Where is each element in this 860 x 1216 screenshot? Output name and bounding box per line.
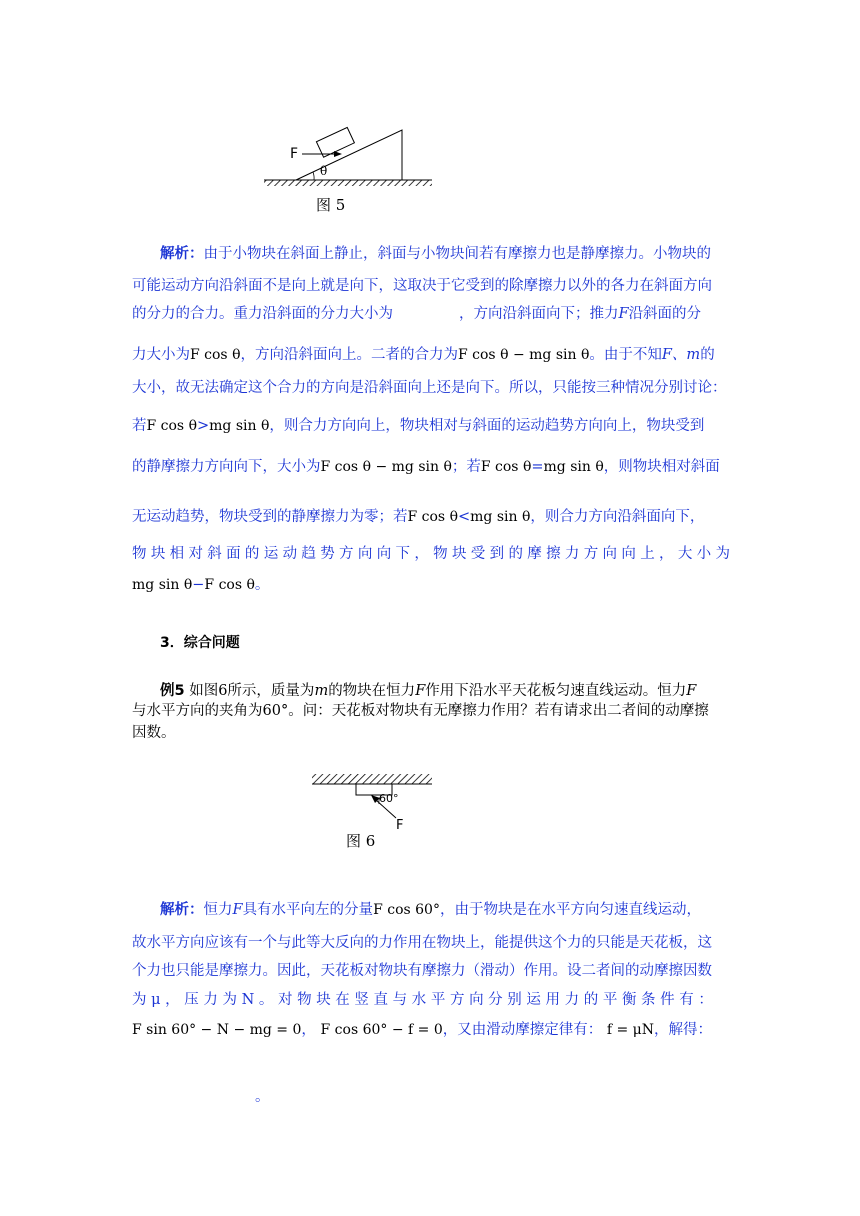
section-heading: 3．综合问题	[160, 635, 240, 651]
fig6-label-F: F	[396, 818, 404, 833]
para1-lead: 解析：	[160, 245, 204, 262]
incline-diagram	[250, 118, 450, 218]
ground-hatch	[264, 180, 432, 186]
example5-line2: 与水平方向的夹角为60°。问：天花板对物块有无摩擦力作用？若有请求出二者间的动摩擦	[132, 703, 709, 719]
force-arrowhead	[334, 151, 342, 157]
para1-line7: 的静摩擦力方向向下，大小为F cos θ − mg sin θ；若F cos θ=mg sin θ，则物块相对斜面	[132, 459, 720, 475]
fig5-label-F: F	[290, 146, 299, 162]
para1-line1: 解析：由于小物块在斜面上静止，斜面与小物块间若有摩擦力也是静摩擦力。小物块的	[160, 245, 711, 262]
math-fcos: F cos θ	[190, 347, 241, 363]
para1-line2: 可能运动方向沿斜面不是向上就是向下，这取决于它受到的除摩擦力以外的各力在斜面方向	[132, 278, 712, 294]
math-diff: F cos θ − mg sin θ	[458, 347, 590, 363]
equation-vertical: F sin 60° − N − mg = 0	[132, 1022, 302, 1038]
figure-6	[300, 768, 450, 853]
para2-line5: F sin 60° − N − mg = 0， F cos 60° − f = 0，又由滑动摩擦定律有： f = μN，解得：	[132, 1022, 713, 1038]
fig5-label-theta: θ	[320, 164, 328, 178]
fig6-angle: 60°	[379, 792, 399, 805]
figure-5	[250, 118, 450, 218]
para2-line1: 解析：恒力F具有水平向左的分量F cos 60°，由于物块是在水平方向匀速直线运动，	[160, 901, 701, 918]
math-fcos60: F cos 60°	[373, 902, 440, 918]
para1-line5: 大小，故无法确定这个合力的方向是沿斜面向上还是向下。所以，只能按三种情况分别讨论：	[132, 380, 727, 396]
equation-friction: f = μN	[606, 1022, 655, 1038]
para2-line4: 为 μ ， 压 力 为 N 。 对 物 块 在 竖 直 与 水 平 方 向 分 别 运 用 力 的 平 衡 条 件 有 ：	[132, 992, 713, 1008]
example5-line3: 因数。	[132, 725, 176, 741]
para1-line3: 的分力的合力。重力沿斜面的分力大小为 ，方向沿斜面向下；推力F沿斜面的分	[132, 306, 702, 322]
fig6-caption: 图 6	[346, 832, 376, 850]
para1-line10: mg sin θ−F cos θ。	[132, 577, 270, 593]
para1-line9: 物块相对斜面的运动趋势方向向下，物块受到的摩擦力方向向上，大小为	[132, 546, 730, 562]
fig5-caption: 图 5	[316, 196, 346, 214]
para1-line8: 无运动趋势，物块受到的静摩擦力为零；若F cos θ<mg sin θ，则合力方向沿斜面向下，	[132, 509, 705, 525]
example5-line1: 例5 如图6所示，质量为m的物块在恒力F作用下沿水平天花板匀速直线运动。恒力F	[160, 683, 697, 699]
para2-lead: 解析：	[160, 901, 204, 918]
example5-label: 例5	[160, 683, 185, 699]
angle-arc	[313, 172, 314, 180]
para2-line3: 个力也只能是摩擦力。因此，天花板对物块有摩擦力（滑动）作用。设二者间的动摩擦因数	[132, 963, 712, 979]
para1-line4: 力大小为F cos θ，方向沿斜面向上。二者的合力为F cos θ − mg sin θ。由于不知F、m的	[132, 347, 715, 363]
equation-horizontal: F cos 60° − f = 0	[320, 1022, 443, 1038]
ceiling-hatch	[312, 774, 432, 784]
para2-final-dot: 。	[255, 1089, 270, 1105]
para1-line6: 若F cos θ>mg sin θ，则合力方向向上，物块相对与斜面的运动趋势方向向上，物块受到	[132, 418, 705, 434]
para2-line2: 故水平方向应该有一个与此等大反向的力作用在物块上，能提供这个力的只能是天花板，这	[132, 935, 712, 951]
